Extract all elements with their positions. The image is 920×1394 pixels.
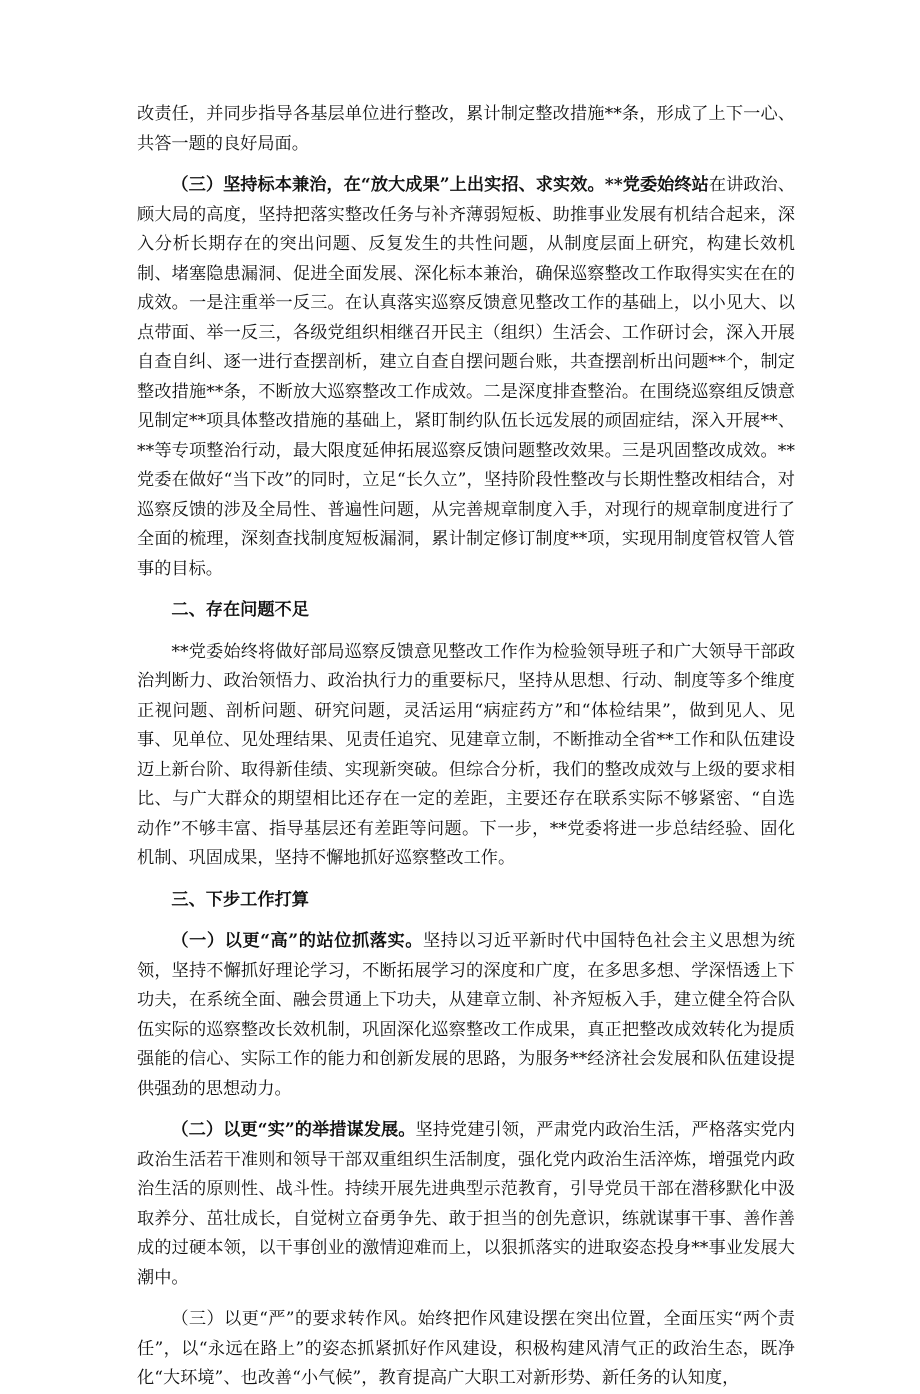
paragraph-section-3 bbox=[137, 171, 795, 584]
section-heading-problems: 二、存在问题不足 bbox=[171, 600, 309, 620]
paragraph-plan-1 bbox=[137, 927, 795, 1104]
paragraph-lead-bold: （一）以更“高”的站位抓落实。 bbox=[171, 931, 423, 951]
paragraph-body: 在讲政治、顾大局的高度，坚持把落实整改任务与补齐薄弱短板、助推事业发展有机结合起来，深入分析长期存在的突出问题、反复发生的共性问题，从制度层面上研究，构建长效机制、堵塞隐患漏洞、促进全面发展、深化标本兼治，确保巡察整改工作取得实实在在的成效。一是注重举一反三。在认真落实巡察反馈意见整改工作的基础上，以小见大、以点带面、举一反三，各级党组织相继召开民主（组织）生活会、工作研讨会，深入开展自查自纠、逐一进行查摆剖析，建立自查自摆问题台账，共查摆剖析出问题**个，制定整改措施**条，不断放大巡察整改工作成效。二是深度排查整治。在围绕巡察组反馈意见制定**项具体整改措施的基础上，紧盯制约队伍长远发展的顽固症结，深入开展**、**等专项整治行动，最大限度延伸拓展巡察反馈问题整改效果。三是巩固整改成效。**党委在做好“当下改”的同时，立足“长久立”，坚持阶段性整改与长期性整改相结合，对巡察反馈的涉及全局性、普遍性问题，从完善规章制度入手，对现行的规章制度进行了全面的梳理，深刻查找制度短板漏洞，累计制定修订制度**项，实现用制度管权管人管事的目标。 bbox=[137, 175, 795, 579]
paragraph-continuation: 改责任，并同步指导各基层单位进行整改，累计制定整改措施**条，形成了上下一心、共答一题的良好局面。 bbox=[137, 104, 795, 154]
paragraph-body: 坚持党建引领，严肃党内政治生活，严格落实党内政治生活若干准则和领导干部双重组织生活制度，强化党内政治生活淬炼，增强党内政治生活的原则性、战斗性。持续开展先进典型示范教育，引导党员干部在潜移默化中汲取养分、茁壮成长，自觉树立奋勇争先、敢于担当的创先意识，练就谋事干事、善作善成的过硬本领，以干事创业的激情迎难而上，以狠抓落实的进取姿态投身**事业发展大潮中。 bbox=[137, 1120, 795, 1288]
paragraph-lead-bold: （三）坚持标本兼治，在“放大成果”上出实招、求实效。**党委始终站 bbox=[171, 175, 709, 195]
paragraph-body: 坚持以习近平新时代中国特色社会主义思想为统领，坚持不懈抓好理论学习，不断拓展学习的深度和广度，在多思多想、学深悟透上下功夫，在系统全面、融会贯通上下功夫，从建章立制、补齐短板入手，建立健全符合队伍实际的巡察整改长效机制，巩固深化巡察整改工作成果，真正把整改成效转化为提质强能的信心、实际工作的能力和创新发展的思路，为服务**经济社会发展和队伍建设提供强劲的思想动力。 bbox=[137, 931, 795, 1099]
section-heading-next-steps: 三、下步工作打算 bbox=[171, 889, 309, 910]
document-page bbox=[137, 100, 795, 1394]
paragraph-lead-bold: （二）以更“实”的举措谋发展。 bbox=[171, 1120, 416, 1140]
paragraph-problems: **党委始终将做好部局巡察反馈意见整改工作作为检验领导班子和广大领导干部政治判断力、政治领悟力、政治执行力的重要标尺，坚持从思想、行动、制度等多个维度正视问题、剖析问题、研究问题，灵活运用“病症药方”和“体检结果”，做到见人、见事、见单位、见处理结果、见责任追究、见建章立制，不断推动全省**工作和队伍建设迈上新台阶、取得新佳绩、实现新突破。但综合分析，我们的整改成效与上级的要求相比、与广大群众的期望相比还存在一定的差距，主要还存在联系实际不够紧密、“自选动作”不够丰富、指导基层还有差距等问题。下一步，**党委将进一步总结经验、固化机制、巩固成果，坚持不懈地抓好巡察整改工作。 bbox=[137, 641, 795, 868]
paragraph-plan-3: （三）以更“严”的要求转作风。始终把作风建设摆在突出位置，全面压实“两个责任”，以“永远在路上”的姿态抓紧抓好作风建设，积极构建风清气正的政治生态，既净化“大环境”、也改善“小气候”，教育提高广大职工对新形势、新任务的认知度， bbox=[137, 1309, 795, 1388]
paragraph-plan-2 bbox=[137, 1116, 795, 1293]
